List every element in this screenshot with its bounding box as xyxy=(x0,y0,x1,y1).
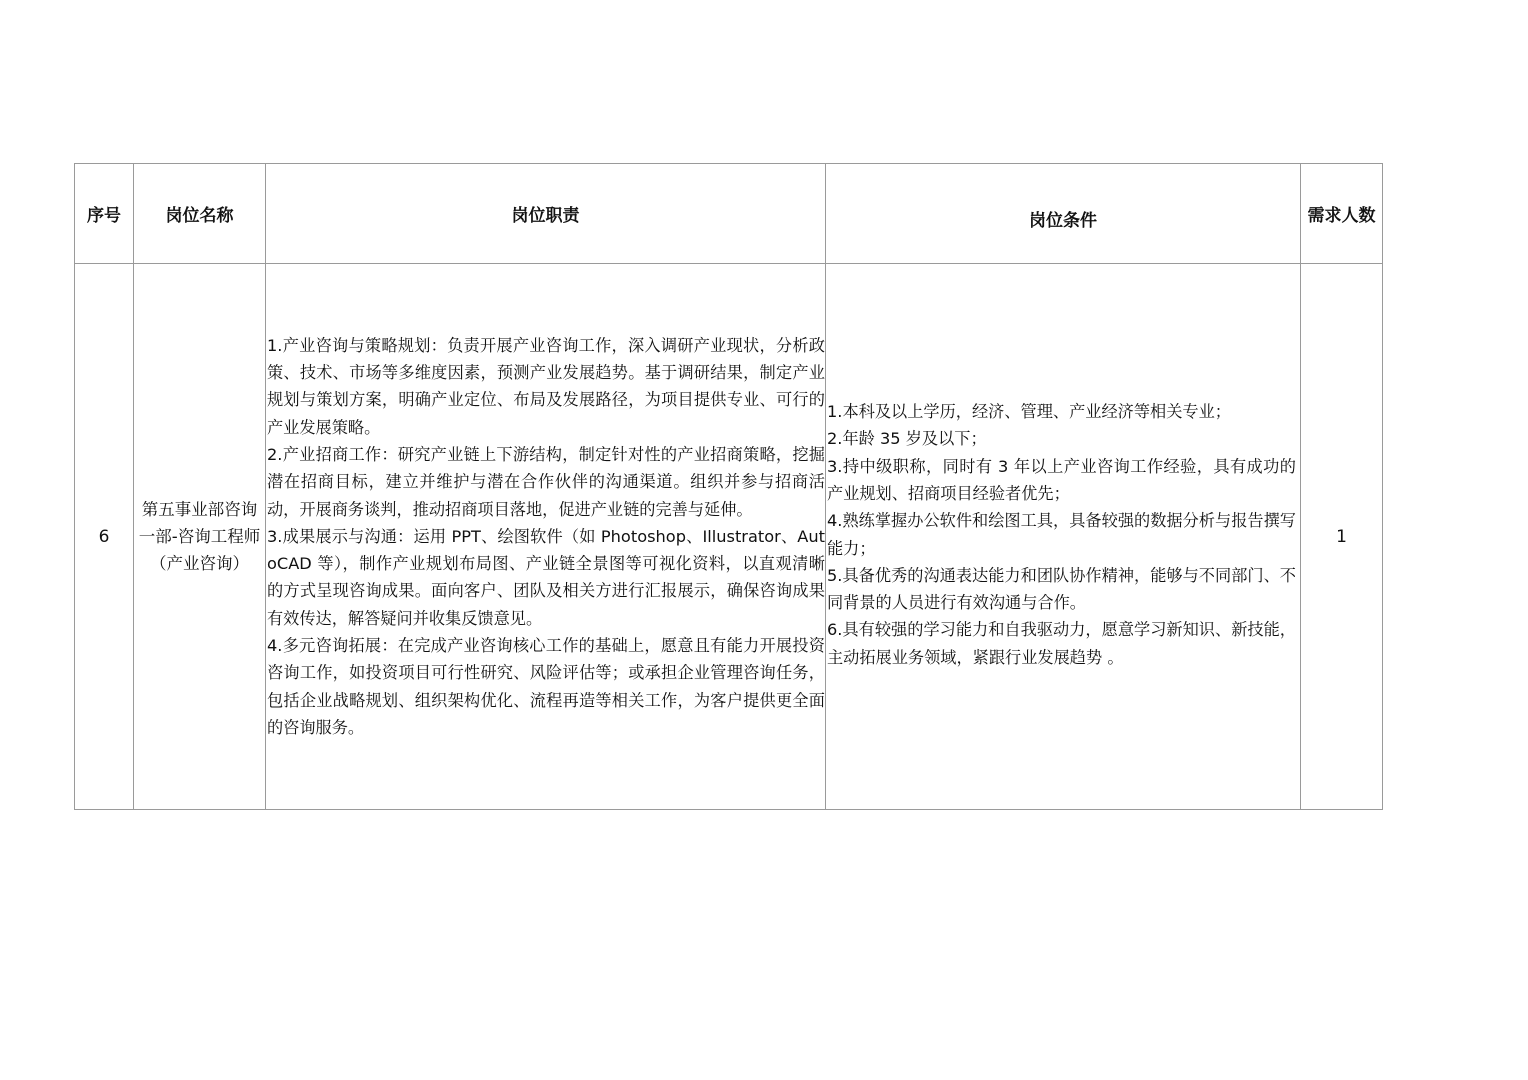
row-headcount: 1 xyxy=(1301,264,1383,810)
duty-item: 2.产业招商工作：研究产业链上下游结构，制定针对性的产业招商策略，挖掘潜在招商目标，建立并维护与潜在合作伙伴的沟通渠道。组织并参与招商活动，开展商务谈判，推动招商项目落地，促进产业链的完善与延伸。 xyxy=(267,444,825,519)
header-duties: 岗位职责 xyxy=(266,164,826,264)
row-requirements xyxy=(826,264,1301,810)
row-position-name: 第五事业部咨询一部-咨询工程师（产业咨询） xyxy=(134,264,266,810)
row-duties xyxy=(266,264,826,810)
table-row xyxy=(75,264,1383,810)
header-headcount: 需求人数 xyxy=(1301,164,1383,264)
duty-item: 1.产业咨询与策略规划：负责开展产业咨询工作，深入调研产业现状，分析政策、技术、市场等多维度因素，预测产业发展趋势。基于调研结果，制定产业规划与策划方案，明确产业定位、布局及发展路径，为项目提供专业、可行的产业发展策略。 xyxy=(267,335,825,437)
requirement-item: 5.具备优秀的沟通表达能力和团队协作精神，能够与不同部门、不同背景的人员进行有效沟通与合作。 xyxy=(827,565,1296,613)
requirement-item: 4.熟练掌握办公软件和绘图工具，具备较强的数据分析与报告撰写能力； xyxy=(827,511,1296,558)
header-position-name: 岗位名称 xyxy=(134,164,266,264)
requirement-item: 6.具有较强的学习能力和自我驱动力，愿意学习新知识、新技能，主动拓展业务领域，紧跟行业发展趋势 。 xyxy=(827,620,1296,667)
duty-item: 3.成果展示与沟通：运用 PPT、绘图软件（如 Photoshop、Illustrator、AutoCAD 等），制作产业规划布局图、产业链全景图等可视化资料，以直观清晰的方式呈现咨询成果。面向客户、团队及相关方进行汇报展示，确保咨询成果有效传达，解答疑问并收集反馈意见。 xyxy=(267,526,825,628)
requirement-item: 2.年龄 35 岁及以下； xyxy=(827,429,987,449)
header-seq: 序号 xyxy=(75,164,134,264)
row-seq: 6 xyxy=(75,264,134,810)
header-requirements: 岗位条件 xyxy=(826,164,1301,264)
recruitment-table xyxy=(74,163,1383,810)
requirement-item: 1.本科及以上学历，经济、管理、产业经济等相关专业； xyxy=(827,402,1231,422)
duty-item: 4.多元咨询拓展：在完成产业咨询核心工作的基础上，愿意且有能力开展投资咨询工作，如投资项目可行性研究、风险评估等；或承担企业管理咨询任务，包括企业战略规划、组织架构优化、流程再造等相关工作，为客户提供更全面的咨询服务。 xyxy=(267,636,825,737)
requirements-list xyxy=(827,398,1296,671)
header-row xyxy=(75,164,1383,264)
duties-list xyxy=(267,332,825,741)
requirement-item: 3.持中级职称，同时有 3 年以上产业咨询工作经验，具有成功的产业规划、招商项目经验者优先； xyxy=(827,456,1296,503)
